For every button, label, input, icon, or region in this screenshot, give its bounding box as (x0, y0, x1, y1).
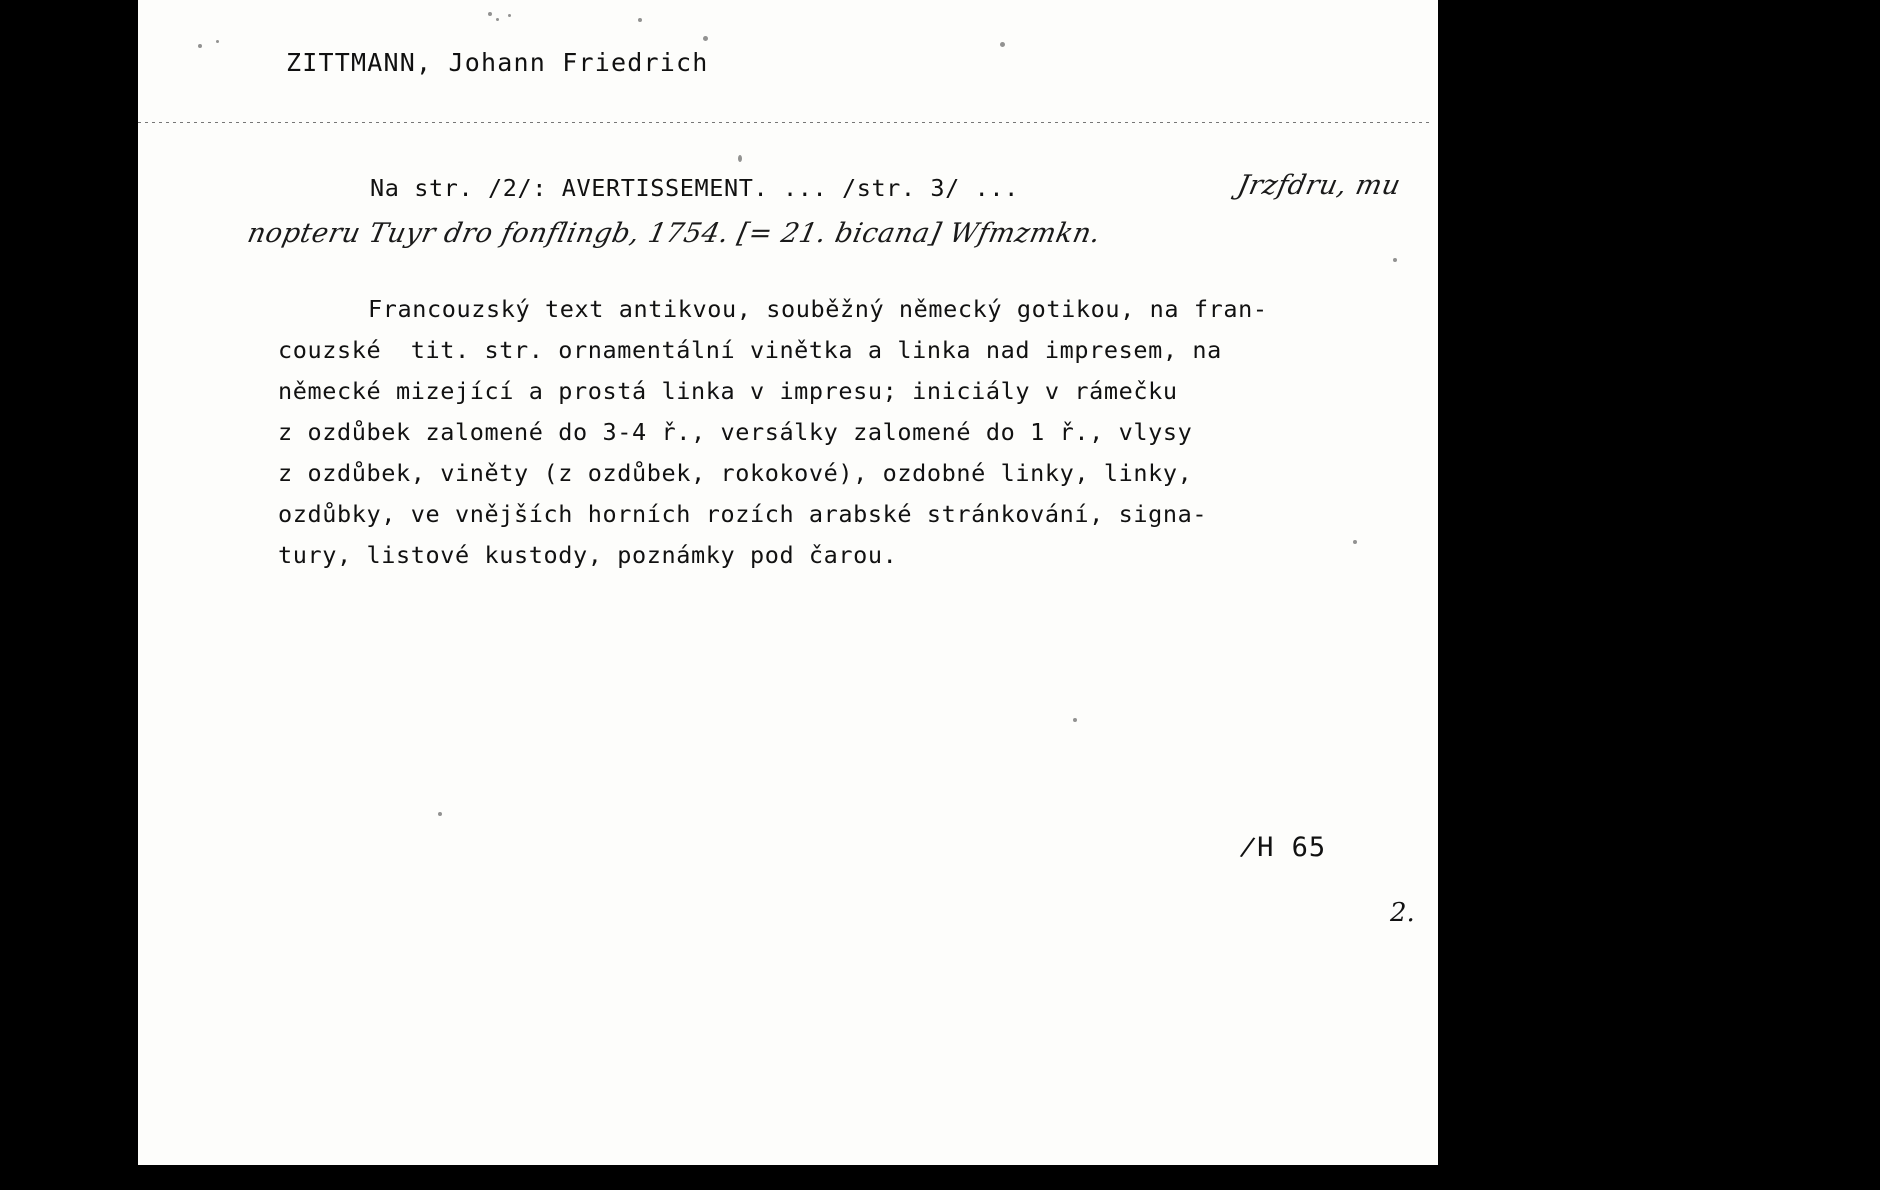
scan-speck (508, 14, 511, 17)
scan-speck (488, 12, 492, 16)
scan-speck (1073, 718, 1077, 722)
paragraph-line: tury, listové kustody, poznámky pod čarou. (278, 541, 898, 569)
scan-speck (198, 44, 202, 48)
paragraph-line: z ozdůbek, viněty (z ozdůbek, rokokové), ozdobné linky, linky, (278, 459, 1193, 487)
paragraph-line: německé mizející a prostá linka v impresu; iniciály v rámečku (278, 377, 1178, 405)
pencil-tick-icon: ∕ (1238, 831, 1258, 864)
paragraph-line: couzské tit. str. ornamentální vinětka a linka nad impresem, na (278, 336, 1222, 364)
handwritten-note-right: Jrzfdru, mu (1234, 170, 1404, 201)
scan-speck (638, 18, 642, 22)
handwritten-note-line: nopteru Tuyr dro fonflingb, 1754. [= 21. bicana] Wfmzmkn. (244, 218, 1104, 249)
scan-speck (496, 18, 499, 21)
paragraph-line: z ozdůbek zalomené do 3-4 ř., versálky zalomené do 1 ř., vlysy (278, 418, 1193, 446)
scan-speck (216, 40, 219, 43)
header-divider-rule (138, 122, 1433, 123)
page-number: 2. (1390, 898, 1415, 928)
scan-speck (438, 812, 442, 816)
shelfmark (1238, 831, 1327, 864)
scan-speck (703, 36, 708, 41)
scan-speck (1000, 42, 1005, 47)
entry-first-line: Na str. /2/: AVERTISSEMENT. ... /str. 3/ ... (370, 174, 1019, 202)
card-body (244, 168, 1404, 576)
paragraph-line: ozdůbky, ve vnějších horních rozích arabské stránkování, signa- (278, 500, 1208, 528)
paragraph-line: Francouzský text antikvou, souběžný německý gotikou, na fran- (368, 295, 1268, 323)
card-heading-author: ZITTMANN, Johann Friedrich (286, 48, 709, 77)
scan-speck (738, 155, 742, 162)
shelfmark-label: H 65 (1257, 832, 1327, 863)
catalog-card (138, 0, 1438, 1165)
description-paragraph (278, 289, 1398, 576)
